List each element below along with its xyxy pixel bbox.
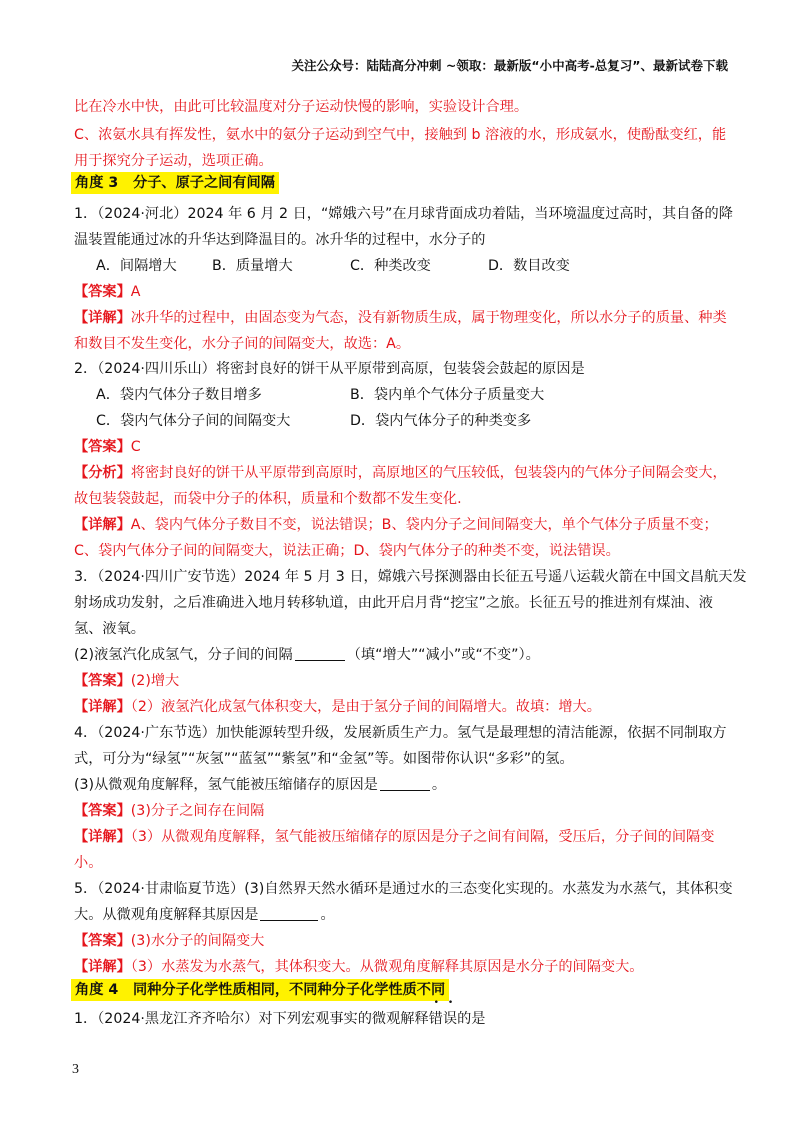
emphasis-char: 错 <box>428 1011 443 1027</box>
detail-line <box>74 696 601 716</box>
answer-line <box>74 800 264 820</box>
section-heading-4 <box>71 979 449 1001</box>
analysis-text: 将密封良好的饼干从平原带到高原时，高原地区的气压较低，包装袋内的气体分子间隔会变大， <box>130 465 727 481</box>
question-text: 的是 <box>457 1011 486 1027</box>
detail-text: （3）从微观角度解释，氢气能被压缩储存的原因是分子之间有间隔，受压后，分子间的间隔变 <box>130 829 715 845</box>
text-line: 比在冷水中快，由此可比较温度对分子运动快慢的影响，实验设计合理。 <box>74 99 529 115</box>
question-fill <box>74 904 335 924</box>
detail-line <box>74 514 718 534</box>
analysis-line: 故包装袋鼓起，而袋中分子的体积，质量和个数都不发生变化. <box>74 491 462 507</box>
analysis-tag: 【分析】 <box>74 465 131 481</box>
question-text: 1．（2024·河北）2024 年 6 月 2 日，“嫦娥六号”在月球背面成功着陆，当环境温度过高时，其自备的降 <box>74 206 733 222</box>
option-d: D．袋内气体分子的种类变多 <box>350 413 532 429</box>
question-text: (3)从微观角度解释，氢气能被压缩储存的原因是 <box>74 777 378 793</box>
emphasis-char: 误 <box>442 1011 458 1027</box>
answer-value: C <box>130 439 141 455</box>
answer-tag: 【答案】 <box>74 803 131 819</box>
question-text: 大。从微观角度解释其原因是 <box>74 907 259 923</box>
question-text: 。 <box>320 907 335 923</box>
answer-value: A <box>130 284 141 300</box>
text-line: 用于探究分子运动，选项正确。 <box>74 153 273 169</box>
section-title: 同种分子化学性质相同，不同种分子化学性质不同 <box>133 982 446 998</box>
detail-tag: 【详解】 <box>74 959 131 975</box>
option-b: B．袋内单个气体分子质量变大 <box>350 387 545 403</box>
answer-line <box>74 670 179 690</box>
answer-blank <box>380 776 430 791</box>
answer-line <box>74 281 140 301</box>
section-label: 角度 <box>75 175 104 191</box>
detail-line <box>74 307 727 327</box>
option-a: A．袋内气体分子数目增多 <box>96 387 262 403</box>
section-title: 分子、原子之间有间隔 <box>133 175 275 191</box>
question-text: 温装置能通过冰的升华达到降温目的。冰升华的过程中，水分子的 <box>74 232 486 248</box>
question-text: 4．（2024·广东节选）加快能源转型升级，发展新质生产力。氢气是最理想的清洁能源，依据不同制取方 <box>74 725 727 741</box>
question-text: （填“增大”“减小”或“不变”）。 <box>346 647 540 663</box>
question-text: 2．（2024·四川乐山）将密封良好的饼干从平原带到高原，包装袋会鼓起的原因是 <box>74 361 585 377</box>
option-c: C．种类改变 <box>350 258 431 274</box>
question-text: (2)液氢汽化成氢气，分子间的间隔 <box>74 647 293 663</box>
detail-tag: 【详解】 <box>74 829 131 845</box>
question-text <box>74 1008 485 1028</box>
page-number: 3 <box>72 1062 79 1077</box>
page-header: 关注公众号：陆陆高分冲刺 ~领取：最新版“小中高考-总复习”、最新试卷下载 <box>291 58 728 73</box>
analysis-line <box>74 462 727 482</box>
option-b: B．质量增大 <box>212 258 293 274</box>
answer-blank <box>260 906 318 921</box>
detail-text: （2）液氢汽化成氢气体积变大，是由于氢分子间的间隔增大。故填：增大。 <box>130 699 601 715</box>
answer-value: (3)分子之间存在间隔 <box>130 803 265 819</box>
question-text: 3．（2024·四川广安节选）2024 年 5 月 3 日，嫦娥六号探测器由长征五号遥八运载火箭在中国文昌航天发 <box>74 569 747 585</box>
answer-line <box>74 930 264 950</box>
detail-tag: 【详解】 <box>74 310 131 326</box>
answer-tag: 【答案】 <box>74 933 131 949</box>
section-label: 角度 <box>75 982 104 998</box>
question-text: 。 <box>431 777 447 793</box>
answer-line <box>74 436 141 456</box>
option-d: D．数目改变 <box>488 258 570 274</box>
detail-tag: 【详解】 <box>74 517 131 533</box>
answer-tag: 【答案】 <box>74 439 131 455</box>
question-text: 5．（2024·甘肃临夏节选）(3)自然界天然水循环是通过水的三态变化实现的。水蒸发为水蒸气，其体积变 <box>74 881 733 897</box>
answer-value: (2)增大 <box>130 673 180 689</box>
detail-text: 冰升华的过程中，由固态变为气态，没有新物质生成，属于物理变化，所以水分子的质量、种类 <box>130 310 727 326</box>
question-fill <box>74 644 540 664</box>
question-text: 氢、液氧。 <box>74 621 145 637</box>
section-heading-3 <box>71 172 279 194</box>
text-line: C、浓氨水具有挥发性，氨水中的氨分子运动到空气中，接触到 b 溶液的水，形成氨水，使酚酞变红，能 <box>74 127 727 143</box>
answer-tag: 【答案】 <box>74 284 131 300</box>
section-number: 4 <box>108 982 119 998</box>
question-text: 式，可分为“绿氢”“灰氢”“蓝氢”“紫氢”和“金氢”等。如图带你认识“多彩”的氢。 <box>74 751 574 767</box>
question-text: 射场成功发射，之后准确进入地月转移轨道，由此开启月背“挖宝”之旅。长征五号的推进剂有煤油、液 <box>74 595 713 611</box>
option-c: C．袋内气体分子间的间隔变大 <box>96 413 291 429</box>
question-fill <box>74 774 446 794</box>
detail-line: 和数目不发生变化，水分子间的间隔变大，故选：A。 <box>74 336 411 352</box>
answer-blank <box>295 646 345 661</box>
option-a: A．间隔增大 <box>96 258 177 274</box>
detail-tag: 【详解】 <box>74 699 131 715</box>
section-number: 3 <box>108 175 119 191</box>
detail-line <box>74 956 643 976</box>
detail-line <box>74 826 714 846</box>
detail-text: （3）水蒸发为水蒸气，其体积变大。从微观角度解释其原因是水分子的间隔变大。 <box>130 959 644 975</box>
answer-value: (3)水分子的间隔变大 <box>130 933 265 949</box>
answer-tag: 【答案】 <box>74 673 131 689</box>
detail-text: A、袋内气体分子数目不变，说法错误；B、袋内分子之间间隔变大，单个气体分子质量不变； <box>130 517 718 533</box>
detail-line: C、袋内气体分子间的间隔变大，说法正确；D、袋内气体分子的种类不变，说法错误。 <box>74 543 620 559</box>
detail-line: 小。 <box>74 855 103 871</box>
question-text: 1．（2024·黑龙江齐齐哈尔）对下列宏观事实的微观解释 <box>74 1011 429 1027</box>
